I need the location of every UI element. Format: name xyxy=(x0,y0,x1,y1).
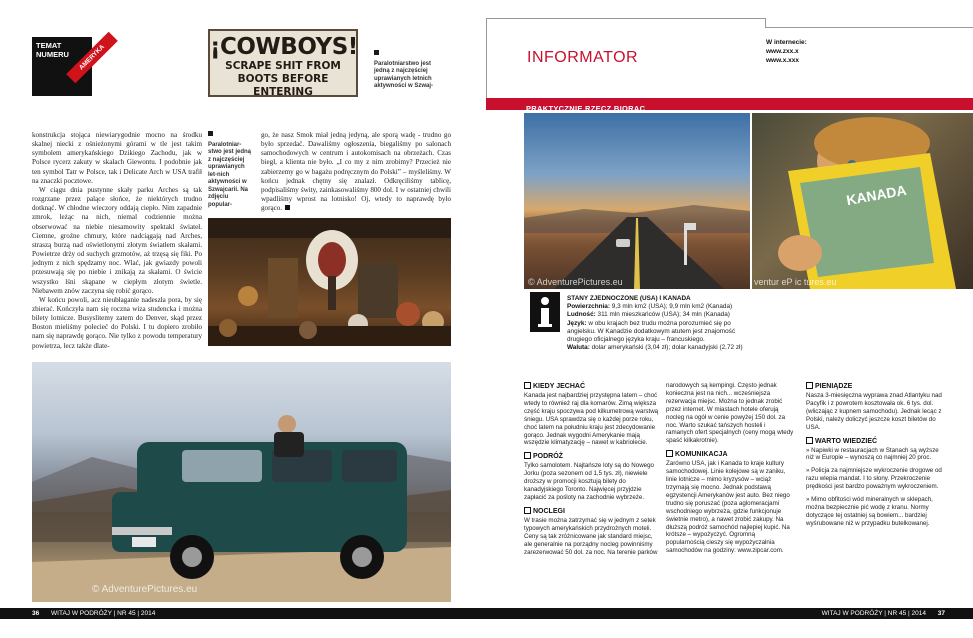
van-photo xyxy=(32,362,451,602)
section-heading: NOCLEGI xyxy=(524,507,659,516)
caption-square-icon xyxy=(374,50,379,55)
web-label: W internecie: xyxy=(766,39,807,46)
tip-item: » Mimo obfitości wód mineralnych w sklepach, można bezpiecznie pić wodę z kranu. Normy dotyczące tej ostatniej są bowiem... bardziej wyśrubowane niż w przypadku butelkowanej. xyxy=(806,496,933,527)
plane-icon xyxy=(524,452,531,459)
article-column-3 xyxy=(261,131,451,213)
sign-line2: SCRAPE SHIT FROM xyxy=(225,60,341,72)
section-text: Nasza 3-miesięczna wyprawa znad Atlantyku nad Pacyfik i z powrotem kosztowała ok. 6 tys. dol. (wliczając z kupnem samochodu). Jednak lecąc z Polski, należy doliczyć jeszcze koszt biletów do USA. xyxy=(806,392,942,431)
magazine-name-right: WITAJ W PODRÓŻY | NR 45 | 2014 xyxy=(821,610,926,617)
paragraph: W ciągu dnia pustynne skały parku Arches są tak rozgrzane przez palące słońce, że niektórych trudno dotknąć. W chłodne wieczory oddają ciepło. Nim zapadnie zmrok, leżąc na nich, niemal codziennie można obserwować na niebie niesamowity spektakl świateł. Ciemne, groźne chmury, które nadciągają nad Arches, straszą burzą nad oświetlonymi złotym światłem skałami. Powietrze drży od suchych grzmotów, aż trzęsą się fiki. Po jednym z nich spędzamy noc. Wlać, jak gwiazdy powoli przesuwają się po niebie i znikają za skałami. O świcie wszystko lśni skąpane w ciepłym złotym świetle. Niebawem znów zaczyna się robić gorąco. xyxy=(32,185,202,295)
caption-mid xyxy=(208,131,251,209)
facts-row: Powierzchnia: 9,3 mln km2 (USA); 9,9 mln km2 (Kanada) xyxy=(567,303,733,311)
section-heading: KIEDY JECHAĆ xyxy=(524,382,659,391)
info-icon xyxy=(530,292,560,332)
caption-square-icon xyxy=(208,131,213,136)
facts-title: STANY ZJEDNOCZONE (USA) I KANADA xyxy=(567,295,691,302)
sign-line1: ¡COWBOYS! xyxy=(210,34,358,60)
footer-bar-right xyxy=(486,608,973,619)
info-column-3 xyxy=(806,382,942,533)
ribbon-label: AMERYKA xyxy=(66,32,118,84)
tag-line1: TEMAT xyxy=(36,41,62,50)
section-heading: PIENIĄDZE xyxy=(806,382,942,391)
caption-top xyxy=(374,50,440,91)
frame-corner xyxy=(756,18,766,28)
calendar-icon xyxy=(524,382,531,389)
bus-icon xyxy=(666,450,673,457)
photo-watermark: © AdventurePictures.eu xyxy=(92,584,198,595)
facts-row: Ludność: 311 mln mieszkańców (USA); 34 mln (Kanada) xyxy=(567,311,730,319)
cowboys-sign-photo xyxy=(208,29,358,97)
photo-watermark: ventur eP ic tures.eu xyxy=(754,277,837,287)
magazine-name-left: WITAJ W PODRÓŻY | NR 45 | 2014 xyxy=(51,610,156,617)
web-link[interactable]: www.x.xxx xyxy=(766,57,799,64)
caption-mid-text: Paralotniar-stwo jest jedną z najczęściej uprawianych let-nich aktywności w Szwajcarii. Na zdjęciu popular- xyxy=(208,141,252,208)
section-heading: WARTO WIEDZIEĆ xyxy=(806,437,942,446)
web-links xyxy=(766,38,807,65)
paragraph: konstrukcja stojąca niewiarygodnie mocno na środku skalnej niecki z ośnieżonymi górami w tle jest takim symbolem amerykańskiego Dzikiego Zachodu, jak w Polsce rycerz zakuty w skałach Giewontu. I podobnie jak ten symbol Tatr w Polsce, tak i Delicate Arch w USA trafił na znaczki pocztowe. xyxy=(32,131,202,185)
section-text: W trasie można zatrzymać się w jednym z setek typowych amerykańskich przydrożnych moteli. Ceny są tak zróżnicowane jak standard miejsc, ale generalnie na porządny nocleg powinniśmy zarezerwować 50 dol. za noc. Na terenie parków xyxy=(524,516,658,556)
star-icon xyxy=(806,437,813,444)
footer-bar-left xyxy=(0,608,486,619)
section-text: Kanada jest najbardziej przystępna latem – choć wtedy to również raj dla komarów. Zimą większa część kraju spoczywa pod kilkumetrową warstwą śniegu. USA sprawdza się o każdej porze roku, choć latem na południu kraju jest zdecydowanie gorąco. Jednak wygodni Amerykanie mają wszędzie klimatyzację – nawet w kabriolecie. xyxy=(524,392,659,447)
paragraph: W końcu powoli, acz nieubłaganie nadeszła pora, by się zbierać. Kończyła nam się rocznа wiza studencka i można bilety lotnicze. Busyslitemy zatem do Denver, skąd przez Boston mieliśmy polecieć do Polski. I tu dopiero zrobiło nam się naprawdę gorąco. Nie tylko z powodu temperatury powietrza, lecz także dlate- xyxy=(32,295,202,350)
info-column-2 xyxy=(666,382,794,560)
tag-line2: NUMERU xyxy=(36,50,69,59)
paragraph: go, że nasz Smok miał jedną jedyną, ale sporą wadę - trudno go było sprzedać. Dawaliśmy ogłoszenia, biegaliśmy po salonach samochodowych w centrum i autokomisach na obrzeżach. Czas biegł, a klienta nie było. „I co my z nim zrobimy? Przecież nie zabierzemy go w bagażu podręcznym do Polski” – myśleliśmy. W końcu jednak chętny się znalazł. Odkręciliśmy tablicę, podpisaliśmy świty, zainkasowaliśmy 800 dol. I w ostatniej chwili wpadliśmy wprost na lotnisko! Oj, wtedy to naprawdę było gorąco. xyxy=(261,131,451,213)
bed-icon xyxy=(524,507,531,514)
tip-item: » Policja za najmniejsze wykroczenie drogowe od razu wlepia mandat. I to słony. Przekroczenie prędkości jest bardzo poważnym wykroczeniem. xyxy=(806,467,942,491)
road-photo xyxy=(524,113,750,289)
facts-row: Waluta: dolar amerykański (3,04 zł); dolar kanadyjski (2,72 zł) xyxy=(567,344,743,352)
country-facts xyxy=(567,295,757,352)
frame-line xyxy=(486,18,756,19)
page-divider xyxy=(486,18,487,103)
section-text: narodowych są kempingi. Często jednak konieczna jest na nich... wcześniejsza rezerwacja miejsc. Można to jednak zrobić przez internet. W miastach hotele oferują nocleg na ogół w cenie powyżej 150 dol. za noc. Warto szukać tańszych hosteli i ramanych ofert specjalnych (ceny mogą wtedy spaść kilkakrotnie). xyxy=(666,382,794,445)
book-title: KANADA xyxy=(845,181,908,209)
photo-watermark: © AdventurePictures.eu xyxy=(528,277,623,287)
page-number-right: 37 xyxy=(937,610,945,617)
topic-tag xyxy=(32,37,107,96)
section-text: Zarówno USA, jak i Kanada to kraje kultury samochodowej. Linie kolejowe są w zaniku, linie lotnicze – mimo kryzysów – wciąż trzymają się mocno. Jednak podstawą egzystencji Amerykanów jest auto. Bez niego trudno się poruszać (poza aglomeracjami wschodniego wybrzeża, gdzie funkcjonuje świetnie metro), a nawet zrobić zakupy. Na dłuższą podróż samochód najlepiej kupić. Na krótsze – wypożyczyć. Ogromną popularnością cieszy się wypożyczalnia samochodów na godziny: www.zipcar.com. xyxy=(666,460,790,555)
frame-line xyxy=(766,27,973,28)
child-reading-photo xyxy=(752,113,973,289)
souvenir-shop-photo xyxy=(208,218,451,346)
section-title: INFORMATOR xyxy=(527,49,639,66)
section-heading: PODRÓŻ xyxy=(524,452,659,461)
article-column-1 xyxy=(32,131,202,351)
section-heading: KOMUNIKACJA xyxy=(666,450,794,459)
tip-item: » Napiwki w restauracjach w Stanach są wyższe niż w Europie – wynoszą co najmniej 20 proc. xyxy=(806,446,939,462)
money-icon xyxy=(806,382,813,389)
caption-top-text: Paralotniarstwo jest jedną z najczęściej uprawianych letnich aktywności w Szwaj- xyxy=(374,60,434,89)
facts-row: Język: w obu krajach bez trudu można porozumieć się po angielsku. W Kanadzie dodatkowym atutem jest znajomość drugiego oficjalnego języka kraju – francuskiego. xyxy=(567,319,736,344)
end-mark-icon xyxy=(285,205,290,210)
practical-banner xyxy=(486,98,973,113)
practical-banner-text: PRAKTYCZNIE RZECZ BIORĄC xyxy=(526,104,646,113)
page-number-left: 36 xyxy=(32,610,40,617)
section-text: Tylko samolotem. Najtańsze loty są do Nowego Jorku (poza sezonem od 1,5 tys. zł), niewiele droższy w promocji kosztują bilety do kanadyjskiego Toronto. Najwięcej przyjdzie zapłacić za pośloty na zachodnie wybrzeże. xyxy=(524,462,654,501)
info-column-1 xyxy=(524,382,659,561)
web-link[interactable]: www.zxx.x xyxy=(766,48,799,55)
sign-line3: BOOTS BEFORE ENTERING xyxy=(237,73,329,98)
